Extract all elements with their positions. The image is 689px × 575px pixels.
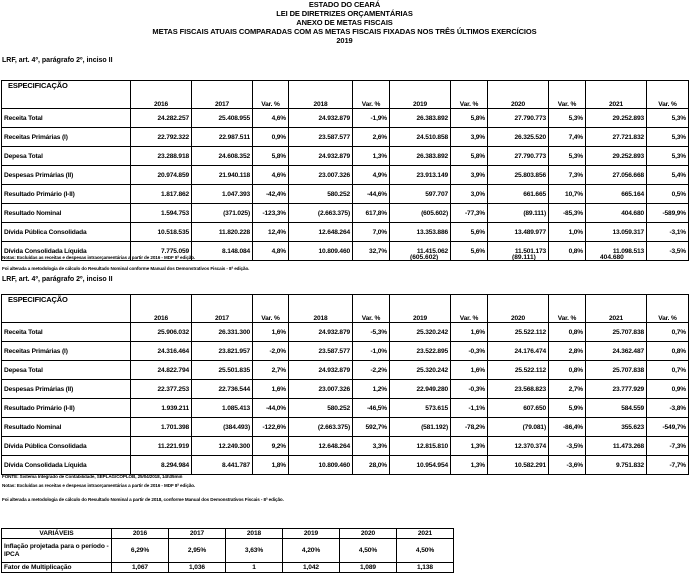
- table-cell: 12.648.264: [289, 437, 353, 456]
- fiscal-goals-table-constant: [1, 294, 689, 475]
- table-cell: 12.249.300: [192, 437, 253, 456]
- table-cell: 1,036: [169, 563, 226, 573]
- table-cell: 2,8%: [549, 342, 586, 361]
- table-cell: 7,0%: [353, 223, 390, 242]
- column-header: 2019: [390, 81, 451, 109]
- table-cell: 1,8%: [253, 456, 289, 475]
- table-cell: -2,0%: [253, 342, 289, 361]
- table-cell: 23.587.577: [289, 128, 353, 147]
- column-header: Var. %: [253, 81, 289, 109]
- variables-table: [1, 528, 454, 573]
- table-cell: 597.707: [390, 185, 451, 204]
- table-cell: 25.320.242: [390, 361, 451, 380]
- table-row: [2, 185, 689, 204]
- table-cell: 5,3%: [647, 147, 689, 166]
- table-cell: 0,8%: [549, 242, 586, 261]
- table-cell: 4,6%: [253, 109, 289, 128]
- table-cell: 2,7%: [549, 380, 586, 399]
- table-row: [2, 147, 689, 166]
- table-cell: 2,95%: [169, 539, 226, 563]
- table-cell: 24.510.858: [390, 128, 451, 147]
- column-header: 2018: [226, 529, 283, 539]
- table2-source: FONTE: Sistema Integrado de Contabilidade, SEPLAG/COPLOB, 25/04/2018, 14h35min: [2, 474, 183, 479]
- table-cell: 22.736.544: [192, 380, 253, 399]
- table-cell: 1: [226, 563, 283, 573]
- table-cell: (2.663.375): [289, 204, 353, 223]
- table-cell: 1,6%: [451, 361, 488, 380]
- table-cell: 3,63%: [226, 539, 283, 563]
- column-header: Var. %: [353, 295, 390, 323]
- extra-value-2021: 404.680: [600, 254, 624, 261]
- table-cell: -0,3%: [451, 342, 488, 361]
- table-cell: 23.821.957: [192, 342, 253, 361]
- table-cell: 5,8%: [451, 109, 488, 128]
- column-header-specification: ESPECIFICAÇÃO: [2, 295, 131, 323]
- table-cell: 592,7%: [353, 418, 390, 437]
- table-cell: 1,6%: [451, 323, 488, 342]
- column-header: 2020: [488, 81, 549, 109]
- table-cell: 24.822.794: [131, 361, 192, 380]
- table-cell: 25.707.838: [586, 323, 647, 342]
- table-cell: -42,4%: [253, 185, 289, 204]
- fiscal-goals-table-current: [1, 80, 689, 261]
- column-header: Var. %: [647, 295, 689, 323]
- table-cell: 5,4%: [647, 166, 689, 185]
- table-cell: 3,9%: [451, 128, 488, 147]
- table-cell: 0,8%: [549, 323, 586, 342]
- table-cell: 26.325.520: [488, 128, 549, 147]
- table-cell: 1,2%: [353, 380, 390, 399]
- table-cell: 1.594.753: [131, 204, 192, 223]
- table-cell: 5,6%: [451, 223, 488, 242]
- table-cell: 10.582.291: [488, 456, 549, 475]
- column-header-specification: ESPECIFICAÇÃO: [2, 81, 131, 109]
- table-cell: 24.316.464: [131, 342, 192, 361]
- table-cell: 5,3%: [549, 147, 586, 166]
- table-cell: 2,6%: [353, 128, 390, 147]
- table-cell: 24.608.352: [192, 147, 253, 166]
- table-cell: 661.665: [488, 185, 549, 204]
- column-header: 2016: [131, 295, 192, 323]
- table-cell: 23.288.918: [131, 147, 192, 166]
- table-cell: 5,8%: [253, 147, 289, 166]
- table-cell: 11.221.919: [131, 437, 192, 456]
- table-cell: -7,7%: [647, 456, 689, 475]
- table-cell: -1,1%: [451, 399, 488, 418]
- table-cell: 1.085.413: [192, 399, 253, 418]
- table-cell: 12.815.810: [390, 437, 451, 456]
- header-row: [2, 81, 689, 109]
- table-cell: 9,2%: [253, 437, 289, 456]
- table-cell: 11.415.062: [390, 242, 451, 261]
- table-cell: -7,3%: [647, 437, 689, 456]
- table2-note-2: Foi alterada a metodologia de cálculo do Resultado Nominal a partir de 2018, conforme Manual dos Demonstrativos Fiscais - 8ª edição.: [2, 497, 284, 502]
- table-cell: 11.820.228: [192, 223, 253, 242]
- table-cell: 26.383.892: [390, 109, 451, 128]
- table-cell: 27.056.668: [586, 166, 647, 185]
- column-header: 2019: [283, 529, 340, 539]
- table-cell: (371.025): [192, 204, 253, 223]
- table-cell: -86,4%: [549, 418, 586, 437]
- extra-value-2019: (605.602): [410, 254, 439, 261]
- table-cell: 25.501.835: [192, 361, 253, 380]
- row-label: Depesa Total: [2, 361, 131, 380]
- row-label: Fator de Multiplicação: [2, 563, 112, 573]
- table-cell: 23.587.577: [289, 342, 353, 361]
- table-row: [2, 204, 689, 223]
- column-header: 2020: [488, 295, 549, 323]
- table-cell: 24.176.474: [488, 342, 549, 361]
- row-label: Resultado Primário (I-II): [2, 185, 131, 204]
- table-cell: -1,0%: [353, 342, 390, 361]
- table-cell: (79.081): [488, 418, 549, 437]
- table-cell: 32,7%: [353, 242, 390, 261]
- row-label: Dívida Pública Consolidada: [2, 437, 131, 456]
- row-label: Despesas Primárias (II): [2, 380, 131, 399]
- table-row: [2, 418, 689, 437]
- table-cell: 20.974.859: [131, 166, 192, 185]
- table2-note-1: Notas: Excluídas as receitas e despesas intraorçamentárias a partir de 2016 - MDF 8ª edição.: [2, 483, 196, 488]
- table-cell: 8.294.984: [131, 456, 192, 475]
- table-cell: -1,9%: [353, 109, 390, 128]
- table-cell: -3,5%: [647, 242, 689, 261]
- table-cell: 5,6%: [451, 242, 488, 261]
- column-header: 2018: [289, 295, 353, 323]
- table-cell: 4,8%: [253, 242, 289, 261]
- column-header: 2017: [169, 529, 226, 539]
- table-cell: 24.932.879: [289, 147, 353, 166]
- table-cell: 12.370.374: [488, 437, 549, 456]
- table-cell: 617,8%: [353, 204, 390, 223]
- row-label: Dívida Consolidada Líquida: [2, 242, 131, 261]
- table-cell: 23.913.149: [390, 166, 451, 185]
- table-cell: 7,3%: [549, 166, 586, 185]
- table-cell: 0,5%: [647, 185, 689, 204]
- table-row: [2, 361, 689, 380]
- table-cell: 2,7%: [253, 361, 289, 380]
- row-label: Resultado Nominal: [2, 418, 131, 437]
- table-cell: 1,089: [340, 563, 397, 573]
- table-row: [2, 539, 454, 563]
- legal-reference-1: LRF, art. 4º, parágrafo 2º, inciso II: [2, 57, 113, 64]
- row-label: Resultado Primário (I-II): [2, 399, 131, 418]
- table-cell: 1.047.393: [192, 185, 253, 204]
- table-cell: 24.362.487: [586, 342, 647, 361]
- table-row: [2, 380, 689, 399]
- table-cell: (605.602): [390, 204, 451, 223]
- table-cell: -78,2%: [451, 418, 488, 437]
- table-cell: 5,3%: [549, 109, 586, 128]
- table-cell: -3,5%: [549, 437, 586, 456]
- column-header: 2017: [192, 295, 253, 323]
- table-cell: 28,0%: [353, 456, 390, 475]
- row-label: Receita Total: [2, 323, 131, 342]
- table-row: [2, 399, 689, 418]
- table-cell: 1,6%: [253, 323, 289, 342]
- row-label: Receitas Primárias (I): [2, 342, 131, 361]
- table-cell: -44,0%: [253, 399, 289, 418]
- table-cell: 23.777.929: [586, 380, 647, 399]
- column-header: 2021: [397, 529, 454, 539]
- table-cell: -123,3%: [253, 204, 289, 223]
- header-row: [2, 529, 454, 539]
- table-cell: 22.949.280: [390, 380, 451, 399]
- table-cell: 1.939.211: [131, 399, 192, 418]
- table-cell: 23.522.895: [390, 342, 451, 361]
- table-row: [2, 109, 689, 128]
- table-cell: 11.473.268: [586, 437, 647, 456]
- table-cell: 12,4%: [253, 223, 289, 242]
- table-cell: 11.098.513: [586, 242, 647, 261]
- table-row: [2, 128, 689, 147]
- column-header: 2021: [586, 295, 647, 323]
- table-cell: 11.501.173: [488, 242, 549, 261]
- table-cell: 1,6%: [253, 380, 289, 399]
- table-cell: 1.817.862: [131, 185, 192, 204]
- table-cell: 12.648.264: [289, 223, 353, 242]
- table-cell: 25.408.955: [192, 109, 253, 128]
- table-cell: 0,7%: [647, 361, 689, 380]
- table-cell: 10,7%: [549, 185, 586, 204]
- table-cell: 4,50%: [397, 539, 454, 563]
- column-header: Var. %: [549, 295, 586, 323]
- table-cell: -2,2%: [353, 361, 390, 380]
- column-header: Var. %: [647, 81, 689, 109]
- table-cell: -3,1%: [647, 223, 689, 242]
- table-cell: 25.803.856: [488, 166, 549, 185]
- table-cell: 0,7%: [647, 323, 689, 342]
- row-label: Despesas Primárias (II): [2, 166, 131, 185]
- table-cell: 24.932.879: [289, 323, 353, 342]
- table-row: [2, 456, 689, 475]
- report-year: 2019: [336, 36, 353, 45]
- table-cell: 13.059.317: [586, 223, 647, 242]
- table-cell: 6,29%: [112, 539, 169, 563]
- table-cell: 8.441.787: [192, 456, 253, 475]
- table-row: [2, 323, 689, 342]
- column-header: 2018: [289, 81, 353, 109]
- column-header: VARIÁVEIS: [2, 529, 112, 539]
- table1-note-2: Foi alterada a metodologia de cálculo do Resultado Nominal conforme Manual dos Demonstrativos Fiscais - 8ª edição.: [2, 266, 250, 271]
- table-cell: 1,042: [283, 563, 340, 573]
- column-header: Var. %: [549, 81, 586, 109]
- table-cell: (581.192): [390, 418, 451, 437]
- table-cell: 25.707.838: [586, 361, 647, 380]
- header-row: [2, 295, 689, 323]
- table-cell: 1,3%: [353, 147, 390, 166]
- table-cell: 1,067: [112, 563, 169, 573]
- column-header: 2017: [192, 81, 253, 109]
- table-cell: 10.954.954: [390, 456, 451, 475]
- table-cell: 0,9%: [253, 128, 289, 147]
- column-header: Var. %: [451, 81, 488, 109]
- row-label: Inflação projetada para o período - IPCA: [2, 539, 112, 563]
- table-cell: -44,6%: [353, 185, 390, 204]
- table-cell: 24.932.879: [289, 361, 353, 380]
- table-cell: 27.790.773: [488, 147, 549, 166]
- table-cell: -46,5%: [353, 399, 390, 418]
- column-header: 2021: [586, 81, 647, 109]
- table-row: [2, 223, 689, 242]
- table-cell: 580.252: [289, 185, 353, 204]
- table-cell: 5,8%: [451, 147, 488, 166]
- table-row: [2, 166, 689, 185]
- table-cell: -122,6%: [253, 418, 289, 437]
- table1-note-1: Notas: Excluídas as receitas e despesas intraorçamentárias a partir de 2016 - MDF 8ª edição.: [2, 255, 196, 260]
- table-row: [2, 437, 689, 456]
- table-cell: 22.792.322: [131, 128, 192, 147]
- row-label: Dívida Consolidada Líquida: [2, 456, 131, 475]
- table-cell: -77,3%: [451, 204, 488, 223]
- table-cell: 7.775.059: [131, 242, 192, 261]
- table-cell: 5,3%: [647, 128, 689, 147]
- table-cell: -3,8%: [647, 399, 689, 418]
- column-header: 2020: [340, 529, 397, 539]
- table-cell: 1,0%: [549, 223, 586, 242]
- table-row: [2, 342, 689, 361]
- table-cell: 4,9%: [353, 166, 390, 185]
- column-header: 2016: [112, 529, 169, 539]
- table-cell: 4,6%: [253, 166, 289, 185]
- table-cell: 21.940.118: [192, 166, 253, 185]
- table-cell: 0,9%: [647, 380, 689, 399]
- table-cell: 9.751.832: [586, 456, 647, 475]
- table-cell: -85,3%: [549, 204, 586, 223]
- ldo-title: LEI DE DIRETRIZES ORÇAMENTÁRIAS: [276, 9, 413, 18]
- table-cell: 27.790.773: [488, 109, 549, 128]
- table-cell: 10.809.460: [289, 456, 353, 475]
- table-cell: 25.906.032: [131, 323, 192, 342]
- table-cell: 10.518.535: [131, 223, 192, 242]
- table-cell: 4,20%: [283, 539, 340, 563]
- table-cell: 29.252.893: [586, 147, 647, 166]
- table-cell: 1,3%: [451, 456, 488, 475]
- table-cell: 1,138: [397, 563, 454, 573]
- table-cell: 25.320.242: [390, 323, 451, 342]
- table-cell: 4,50%: [340, 539, 397, 563]
- table-cell: -549,7%: [647, 418, 689, 437]
- table-row: [2, 563, 454, 573]
- table-cell: (384.493): [192, 418, 253, 437]
- table-cell: 584.559: [586, 399, 647, 418]
- table-cell: 1,3%: [451, 437, 488, 456]
- legal-reference-2: LRF, art. 4º, parágrafo 2º, inciso II: [2, 276, 113, 283]
- table-cell: 404.680: [586, 204, 647, 223]
- annex-title: ANEXO DE METAS FISCAIS: [296, 18, 393, 27]
- table-cell: 24.932.879: [289, 109, 353, 128]
- table-cell: 22.377.253: [131, 380, 192, 399]
- table-cell: 27.721.832: [586, 128, 647, 147]
- row-label: Dívida Pública Consolidada: [2, 223, 131, 242]
- table-cell: 13.489.977: [488, 223, 549, 242]
- table-cell: 23.007.326: [289, 166, 353, 185]
- table-cell: 10.809.460: [289, 242, 353, 261]
- table-cell: 5,9%: [549, 399, 586, 418]
- table-cell: 580.252: [289, 399, 353, 418]
- table-cell: 0,8%: [549, 361, 586, 380]
- table-cell: 26.383.892: [390, 147, 451, 166]
- state-title: ESTADO DO CEARÁ: [308, 0, 381, 9]
- table-cell: (2.663.375): [289, 418, 353, 437]
- row-label: Depesa Total: [2, 147, 131, 166]
- table-cell: -589,9%: [647, 204, 689, 223]
- table-cell: 0,8%: [647, 342, 689, 361]
- row-label: Resultado Nominal: [2, 204, 131, 223]
- column-header: Var. %: [353, 81, 390, 109]
- table-cell: -5,3%: [353, 323, 390, 342]
- report-title: METAS FISCAIS ATUAIS COMPARADAS COM AS METAS FISCAIS FIXADAS NOS TRÊS ÚLTIMOS EXERCÍCIOS: [152, 27, 537, 36]
- table-cell: 355.623: [586, 418, 647, 437]
- table-cell: 573.615: [390, 399, 451, 418]
- table-cell: 607.650: [488, 399, 549, 418]
- table-cell: (89.111): [488, 204, 549, 223]
- row-label: Receita Total: [2, 109, 131, 128]
- table-cell: 22.987.511: [192, 128, 253, 147]
- table-cell: 3,0%: [451, 185, 488, 204]
- table-cell: 13.353.886: [390, 223, 451, 242]
- row-label: Receitas Primárias (I): [2, 128, 131, 147]
- column-header: Var. %: [451, 295, 488, 323]
- table-cell: 26.331.300: [192, 323, 253, 342]
- extra-value-2020: (89.111): [512, 254, 536, 261]
- table-cell: 5,3%: [647, 109, 689, 128]
- table-cell: -0,3%: [451, 380, 488, 399]
- table-cell: 1.701.398: [131, 418, 192, 437]
- table-cell: 23.007.326: [289, 380, 353, 399]
- column-header: 2016: [131, 81, 192, 109]
- table-cell: 8.148.084: [192, 242, 253, 261]
- table-cell: 24.282.257: [131, 109, 192, 128]
- table-cell: 3,9%: [451, 166, 488, 185]
- column-header: 2019: [390, 295, 451, 323]
- table-cell: 25.522.112: [488, 323, 549, 342]
- table-cell: 25.522.112: [488, 361, 549, 380]
- table-cell: 23.568.823: [488, 380, 549, 399]
- table-cell: 7,4%: [549, 128, 586, 147]
- table-cell: 29.252.893: [586, 109, 647, 128]
- column-header: Var. %: [253, 295, 289, 323]
- table-cell: 3,3%: [353, 437, 390, 456]
- table-cell: 665.164: [586, 185, 647, 204]
- table-cell: -3,6%: [549, 456, 586, 475]
